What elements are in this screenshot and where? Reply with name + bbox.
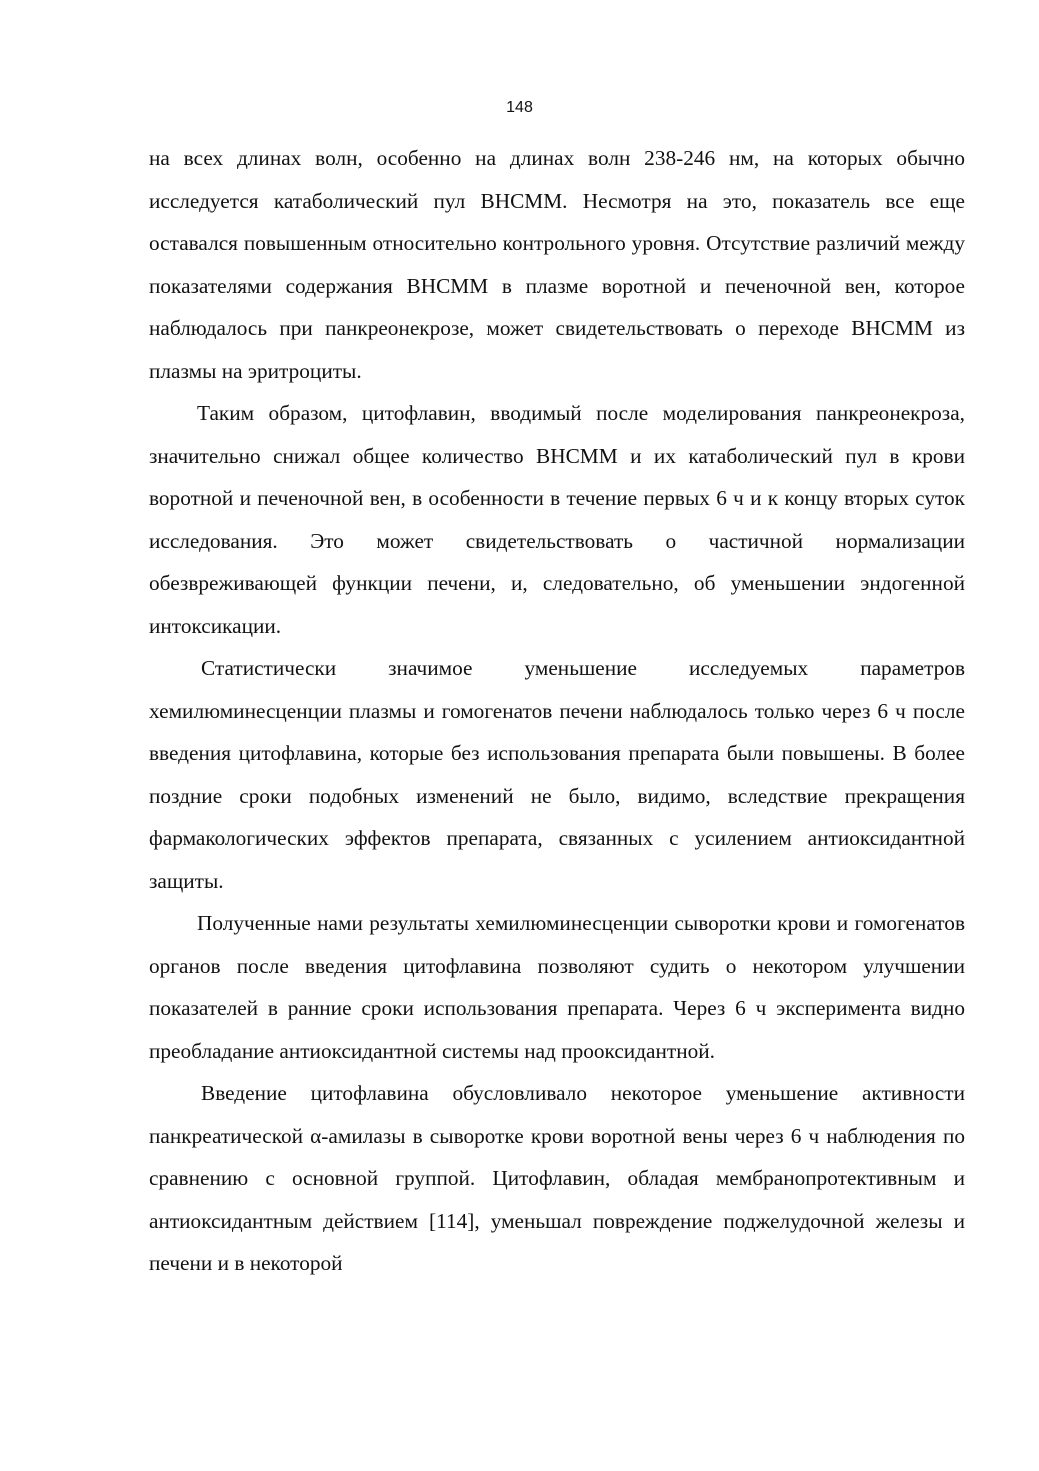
paragraph-5: Введение цитофлавина обусловливало некоторое уменьшение активности панкреатической α-амилазы в сыворотке крови воротной вены через 6 ч наблюдения по сравнению с основной группой. Цитофлавин, обладая мембранопротективным и антиоксидантным действием [114], уменьшал повреждение поджелудочной железы и печени и в некоторой [149,1081,965,1275]
page-number: 148 [506,99,533,116]
paragraph-1: на всех длинах волн, особенно на длинах волн 238-246 нм, на которых обычно исследуется катаболический пул ВНСММ. Несмотря на это, показатель все еще оставался повышенным относительно контрольного уровня. Отсутствие различий между показателями содержания ВНСММ в плазме воротной и печеночной вен, которое наблюдалось при панкреонекрозе, может свидетельствовать о переходе ВНСММ из плазмы на эритроциты. [149,146,965,383]
paragraph-2: Таким образом, цитофлавин, вводимый после моделирования панкреонекроза, значительно снижал общее количество ВНСММ и их катаболический пул в крови воротной и печеночной вен, в особенности в течение первых 6 ч и к концу вторых суток исследования. Это может свидетельствовать о частичной нормализации обезвреживающей функции печени, и, следовательно, об уменьшении эндогенной интоксикации. [149,401,965,638]
body-text [149,137,965,1285]
paragraph-4: Полученные нами результаты хемилюминесценции сыворотки крови и гомогенатов органов после введения цитофлавина позволяют судить о некотором улучшении показателей в ранние сроки использования препарата. Через 6 ч эксперимента видно преобладание антиоксидантной системы над прооксидантной. [149,911,965,1063]
paragraph-3: Статистически значимое уменьшение исследуемых параметров хемилюминесценции плазмы и гомогенатов печени наблюдалось только через 6 ч после введения цитофлавина, которые без использования препарата были повышены. В более поздние сроки подобных изменений не было, видимо, вследствие прекращения фармакологических эффектов препарата, связанных с усилением антиоксидантной защиты. [149,656,965,893]
